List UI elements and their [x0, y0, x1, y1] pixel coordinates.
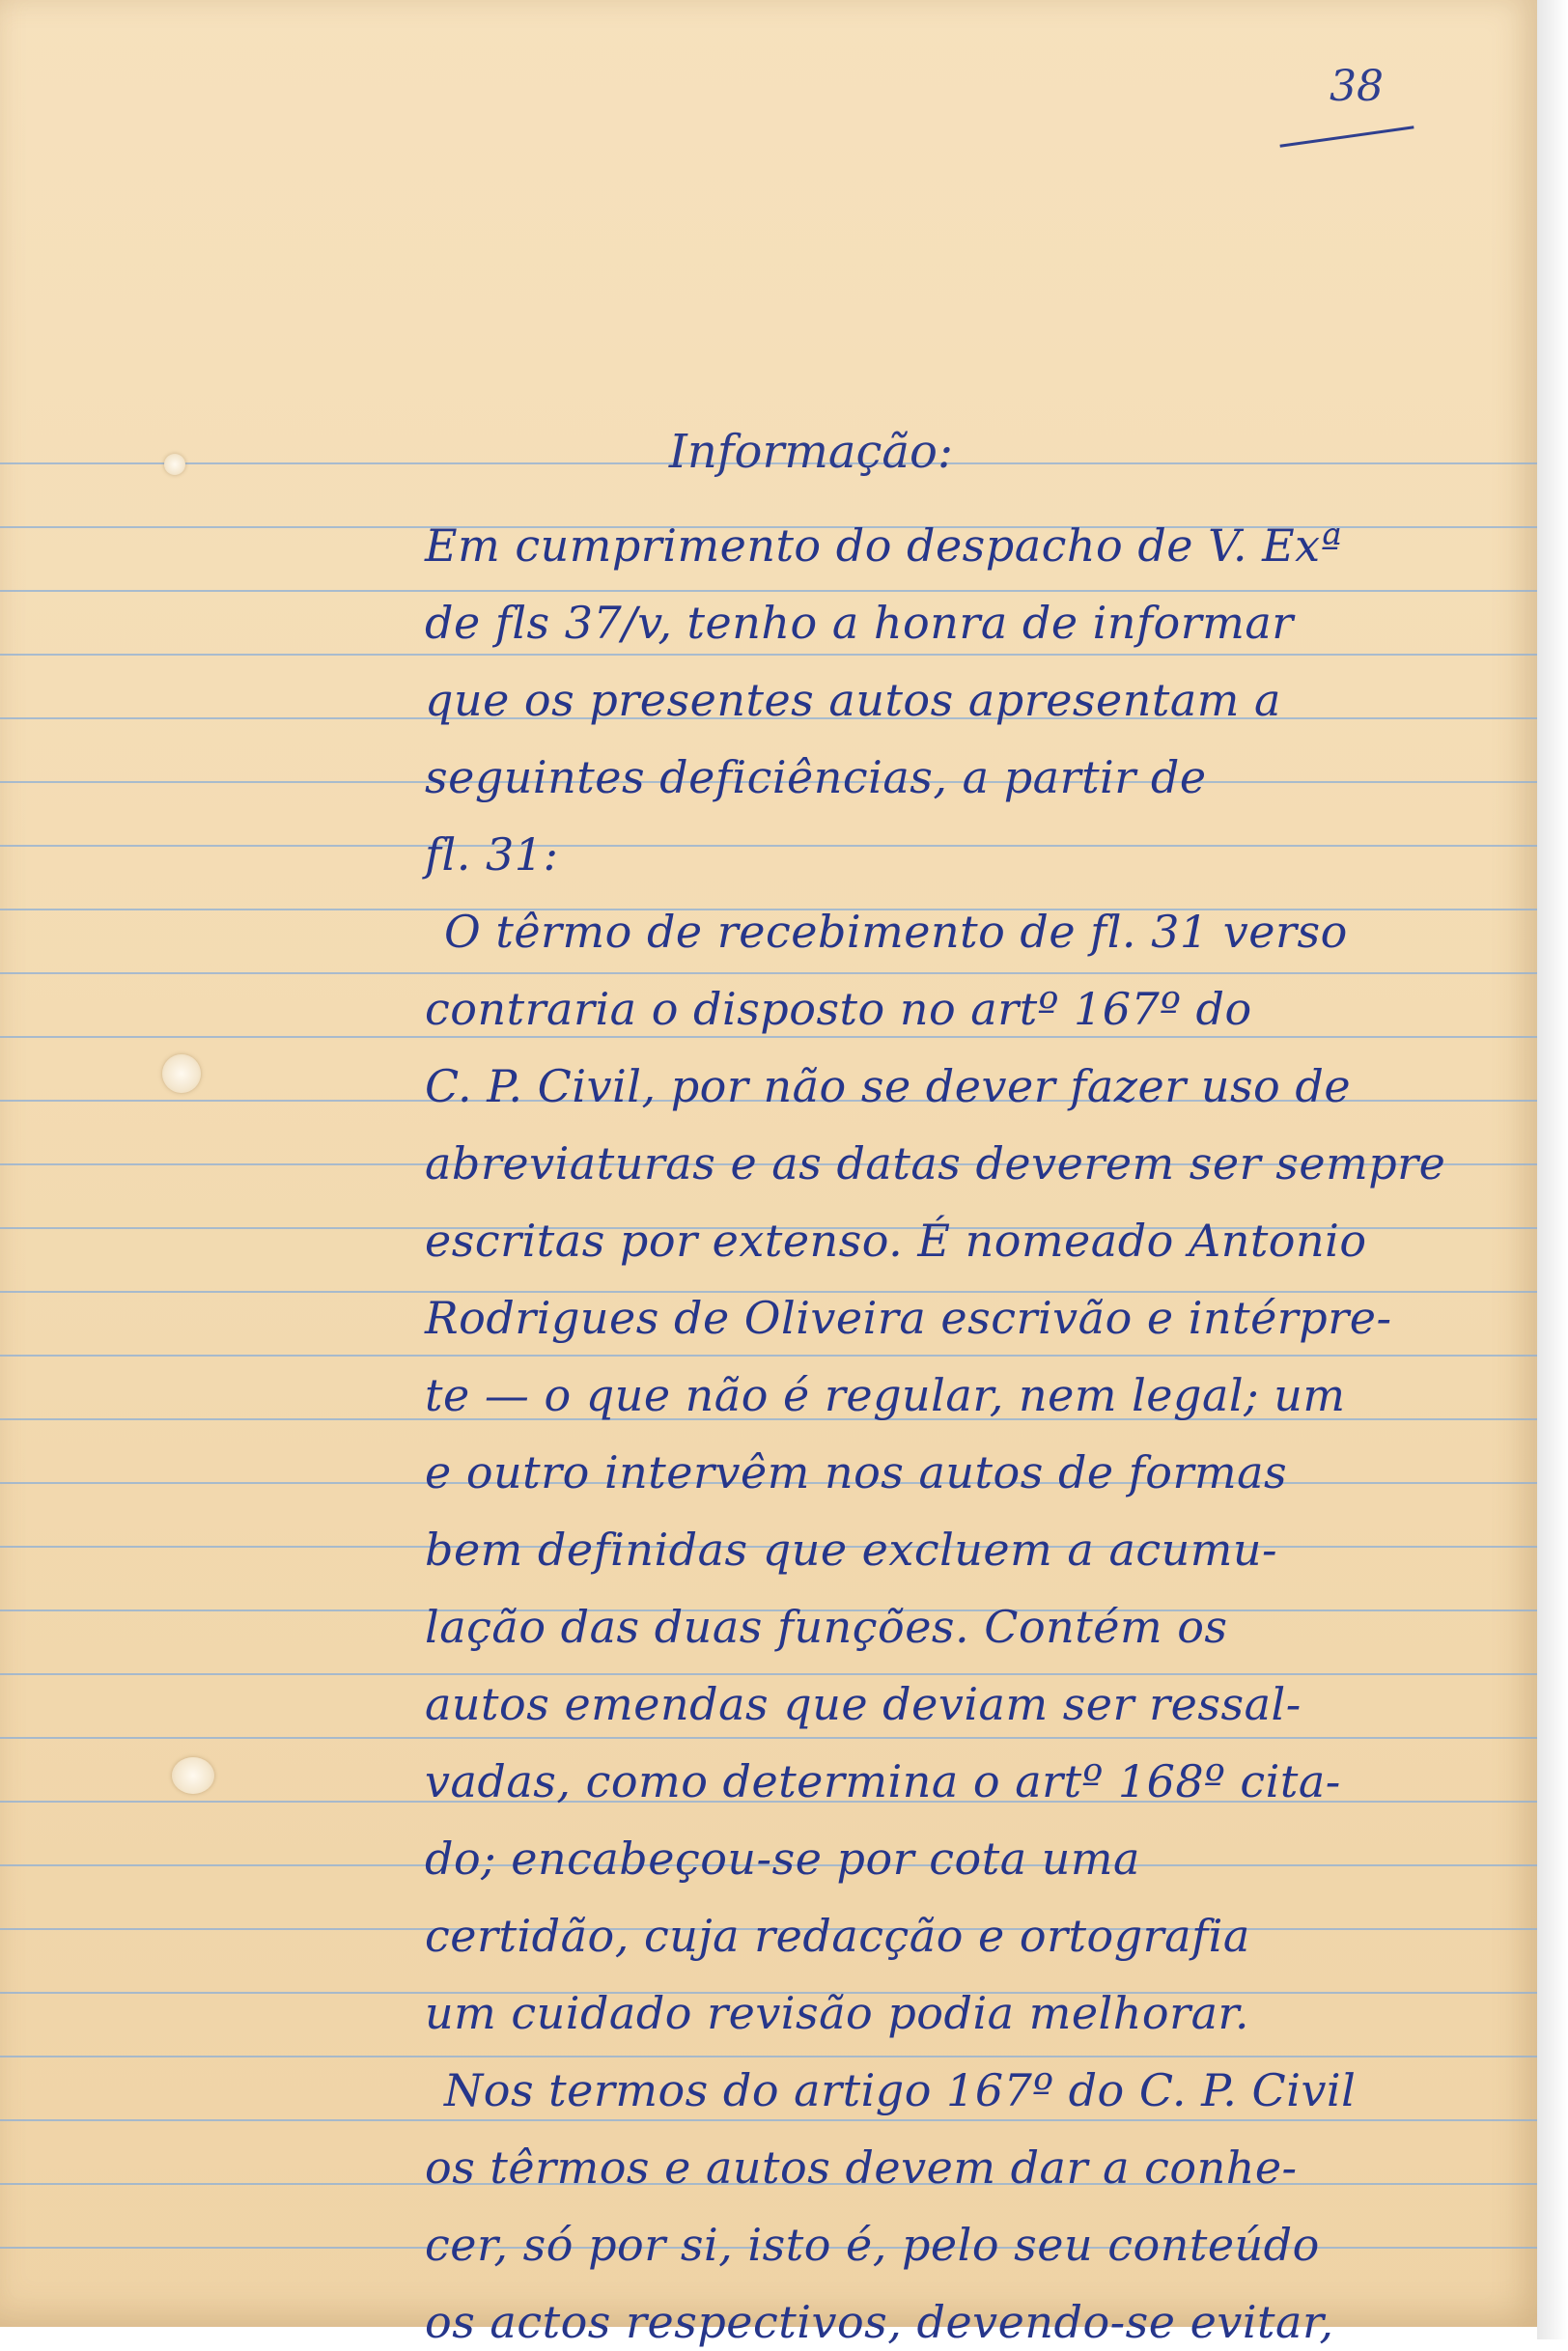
handwritten-line: contraria o disposto no artº 167º do [425, 983, 1252, 1035]
handwritten-line: seguintes deficiências, a partir de [425, 751, 1207, 803]
handwritten-line: cer, só por si, isto é, pelo seu conteúdo [425, 2219, 1320, 2271]
handwritten-line: escritas por extenso. É nomeado Antonio [425, 1215, 1367, 1267]
page-number: 38 [1330, 62, 1384, 111]
handwritten-line: e outro intervêm nos autos de formas [425, 1446, 1288, 1498]
handwritten-line: te — o que não é regular, nem legal; um [425, 1369, 1346, 1421]
handwritten-line: bem definidas que excluem a acumu- [425, 1524, 1278, 1576]
handwritten-line: um cuidado revisão podia melhorar. [425, 1987, 1250, 2039]
handwritten-line: lação das duas funções. Contém os [425, 1601, 1228, 1653]
handwritten-line: certidão, cuja redacção e ortografia [425, 1910, 1250, 1962]
handwritten-line: que os presentes autos apresentam a [425, 674, 1281, 726]
handwritten-line: O têrmo de recebimento de fl. 31 verso [444, 906, 1348, 958]
handwritten-line: autos emendas que deviam ser ressal- [425, 1678, 1302, 1730]
handwritten-line: fl. 31: [425, 828, 559, 881]
handwritten-line: Nos termos do artigo 167º do C. P. Civil [444, 2064, 1357, 2116]
handwritten-line: Rodrigues de Oliveira escrivão e intérpre- [425, 1292, 1392, 1344]
scan-margin [1537, 0, 1568, 2339]
punch-hole [172, 1757, 214, 1794]
handwritten-line: de fls 37/v, tenho a honra de informar [425, 597, 1294, 649]
handwritten-line: do; encabeçou-se por cota uma [425, 1833, 1140, 1885]
punch-hole [164, 454, 185, 475]
handwritten-line: abreviaturas e as datas deverem ser sempre [425, 1137, 1446, 1189]
handwritten-line: C. P. Civil, por não se dever fazer uso de [425, 1060, 1352, 1112]
document-heading: Informação: [668, 425, 954, 479]
handwritten-line: vadas, como determina o artº 168º cita- [425, 1755, 1341, 1807]
handwritten-line: os têrmos e autos devem dar a conhe- [425, 2141, 1298, 2194]
punch-hole [162, 1054, 201, 1093]
handwritten-line: Em cumprimento do despacho de V. Exª [425, 519, 1342, 572]
handwritten-line: os actos respectivos, devendo-se evitar, [425, 2296, 1334, 2348]
